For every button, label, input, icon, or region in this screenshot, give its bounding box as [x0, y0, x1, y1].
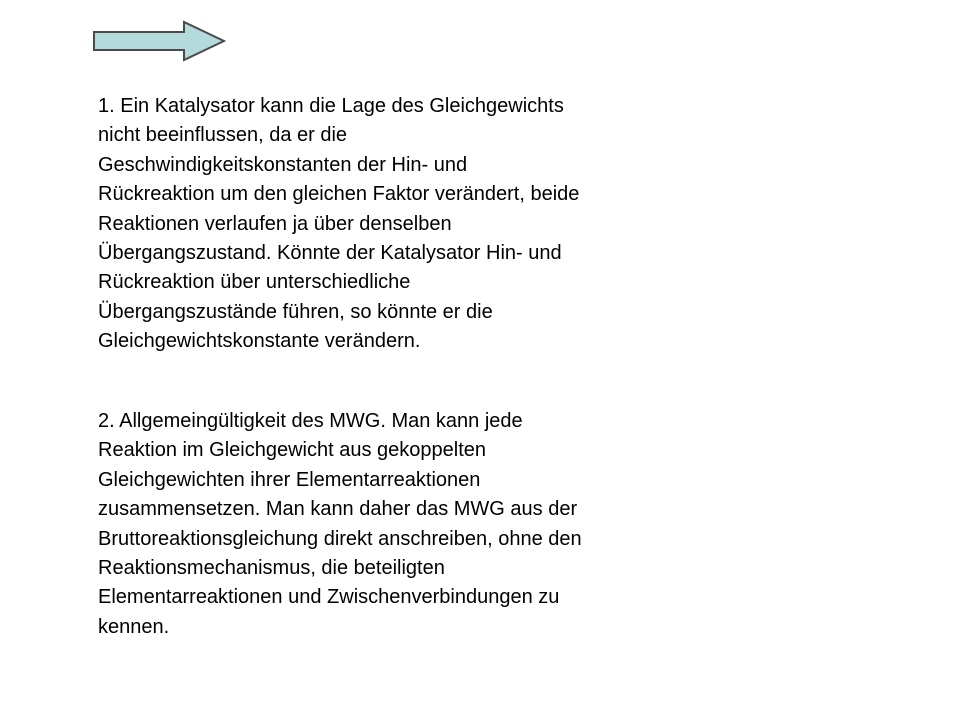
- text-line: Gleichgewichten ihrer Elementarreaktionen: [98, 468, 481, 491]
- text-line: Reaktionsmechanismus, die beteiligten: [98, 557, 445, 580]
- paragraph-mwg: [98, 407, 582, 642]
- text-line: Bruttoreaktionsgleichung direkt anschreiben, ohne den: [98, 527, 582, 550]
- arrow-right-icon[interactable]: [92, 20, 226, 62]
- text-line: 2. Allgemeingültigkeit des MWG. Man kann jede: [98, 410, 523, 432]
- text-line: Gleichgewichtskonstante verändern.: [98, 330, 421, 353]
- text-line: Elementarreaktionen und Zwischenverbindungen zu: [98, 586, 560, 609]
- text-line: zusammensetzen. Man kann daher das MWG aus der: [98, 498, 578, 521]
- text-line: Reaktionen verlaufen ja über denselben: [98, 212, 452, 235]
- text-line: Rückreaktion um den gleichen Faktor verändert, beide: [98, 183, 580, 206]
- text-line: Reaktion im Gleichgewicht aus gekoppelten: [98, 439, 486, 462]
- text-line: nicht beeinflussen, da er die: [98, 124, 348, 147]
- text-line: 1. Ein Katalysator kann die Lage des Gleichgewichts: [98, 95, 564, 117]
- text-line: Übergangszustand. Könnte der Katalysator Hin- und: [98, 242, 562, 265]
- arrow-shape: [94, 22, 224, 60]
- text-line: Übergangszustände führen, so könnte er die: [98, 300, 493, 323]
- text-line: kennen.: [98, 615, 170, 638]
- text-line: Rückreaktion über unterschiedliche: [98, 271, 411, 294]
- paragraph-catalyst: [98, 92, 579, 357]
- text-line: Geschwindigkeitskonstanten der Hin- und: [98, 153, 468, 176]
